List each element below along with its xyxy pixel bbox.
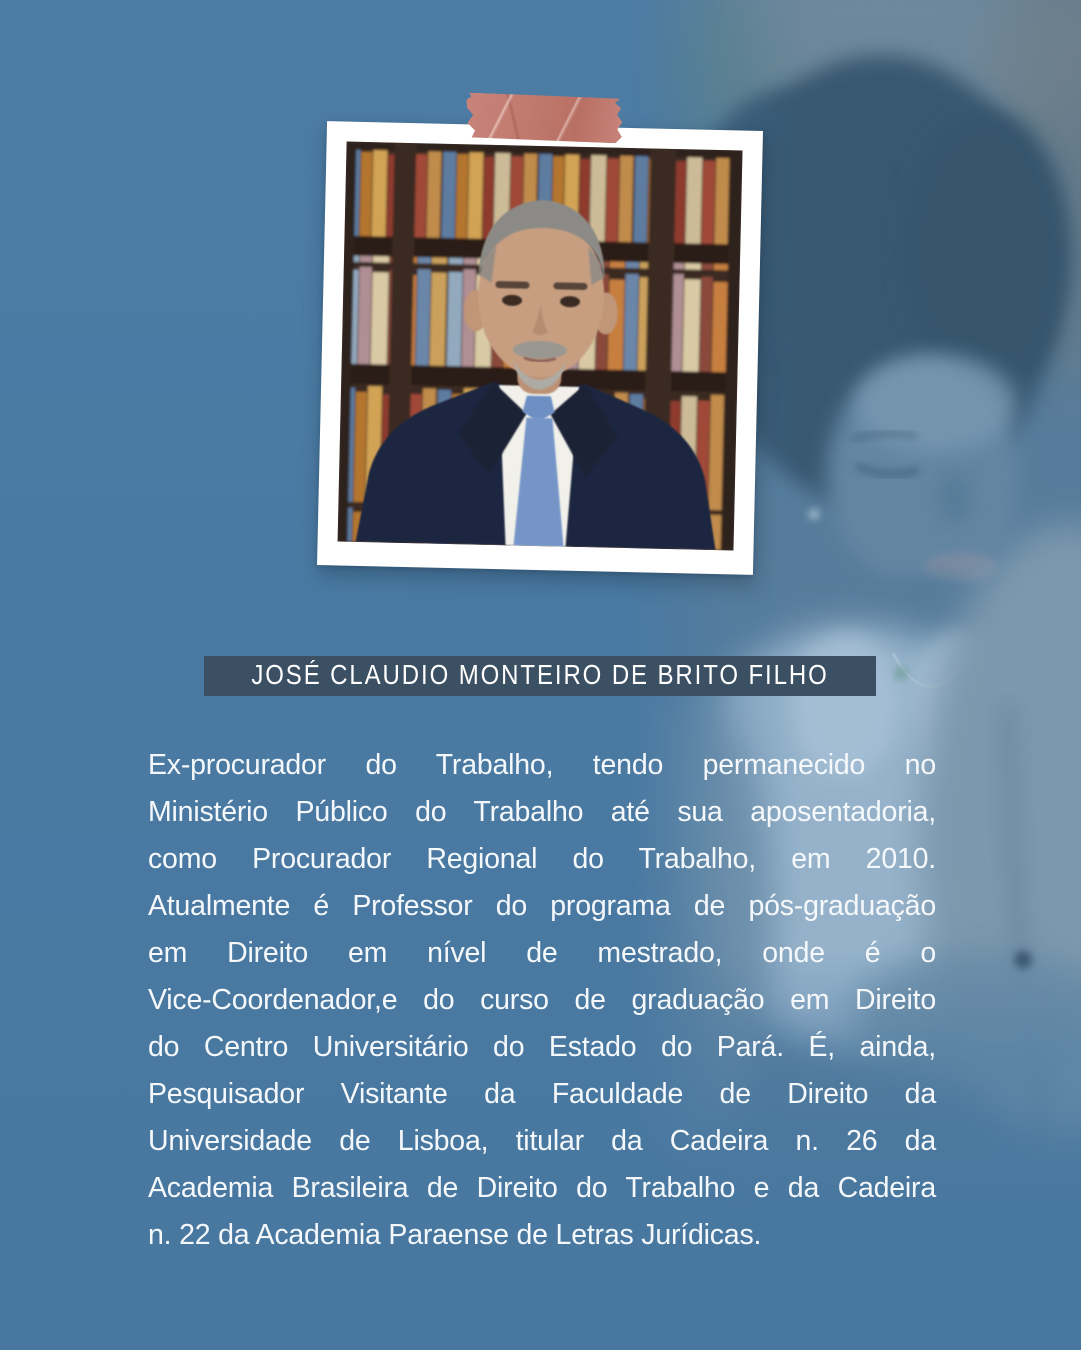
bio-line: Vice-Coordenador,e do curso de graduação em Direito — [148, 984, 936, 1016]
bio-line: como Procurador Regional do Trabalho, em 2010. — [148, 843, 936, 875]
portrait-photo — [338, 142, 743, 551]
bio-line: Ex-procurador do Trabalho, tendo permanecido no — [148, 749, 936, 781]
bio-line: em Direito em nível de mestrado, onde é o — [148, 937, 936, 969]
bio-line: Academia Brasileira de Direito do Trabalho e da Cadeira — [148, 1172, 936, 1204]
bio-line: n. 22 da Academia Paraense de Letras Jurídicas. — [148, 1219, 762, 1251]
tape-decoration — [465, 93, 624, 144]
bio-text — [148, 742, 936, 1259]
bio-line: Ministério Público do Trabalho até sua aposentadoria, — [148, 796, 936, 828]
name-banner — [204, 656, 876, 696]
eyebrow-left — [495, 281, 529, 289]
bio-line: do Centro Universitário do Estado do Pará. É, ainda, — [148, 1031, 936, 1063]
polaroid-frame — [317, 121, 763, 575]
eyebrow-right — [553, 282, 587, 290]
bio-line: Pesquisador Visitante da Faculdade de Direito da — [148, 1078, 936, 1110]
bio-line: Universidade de Lisboa, titular da Cadeira n. 26 da — [148, 1125, 936, 1157]
person-name: JOSÉ CLAUDIO MONTEIRO DE BRITO FILHO — [251, 660, 829, 691]
bio-line: Atualmente é Professor do programa de pós-graduação — [148, 890, 936, 922]
